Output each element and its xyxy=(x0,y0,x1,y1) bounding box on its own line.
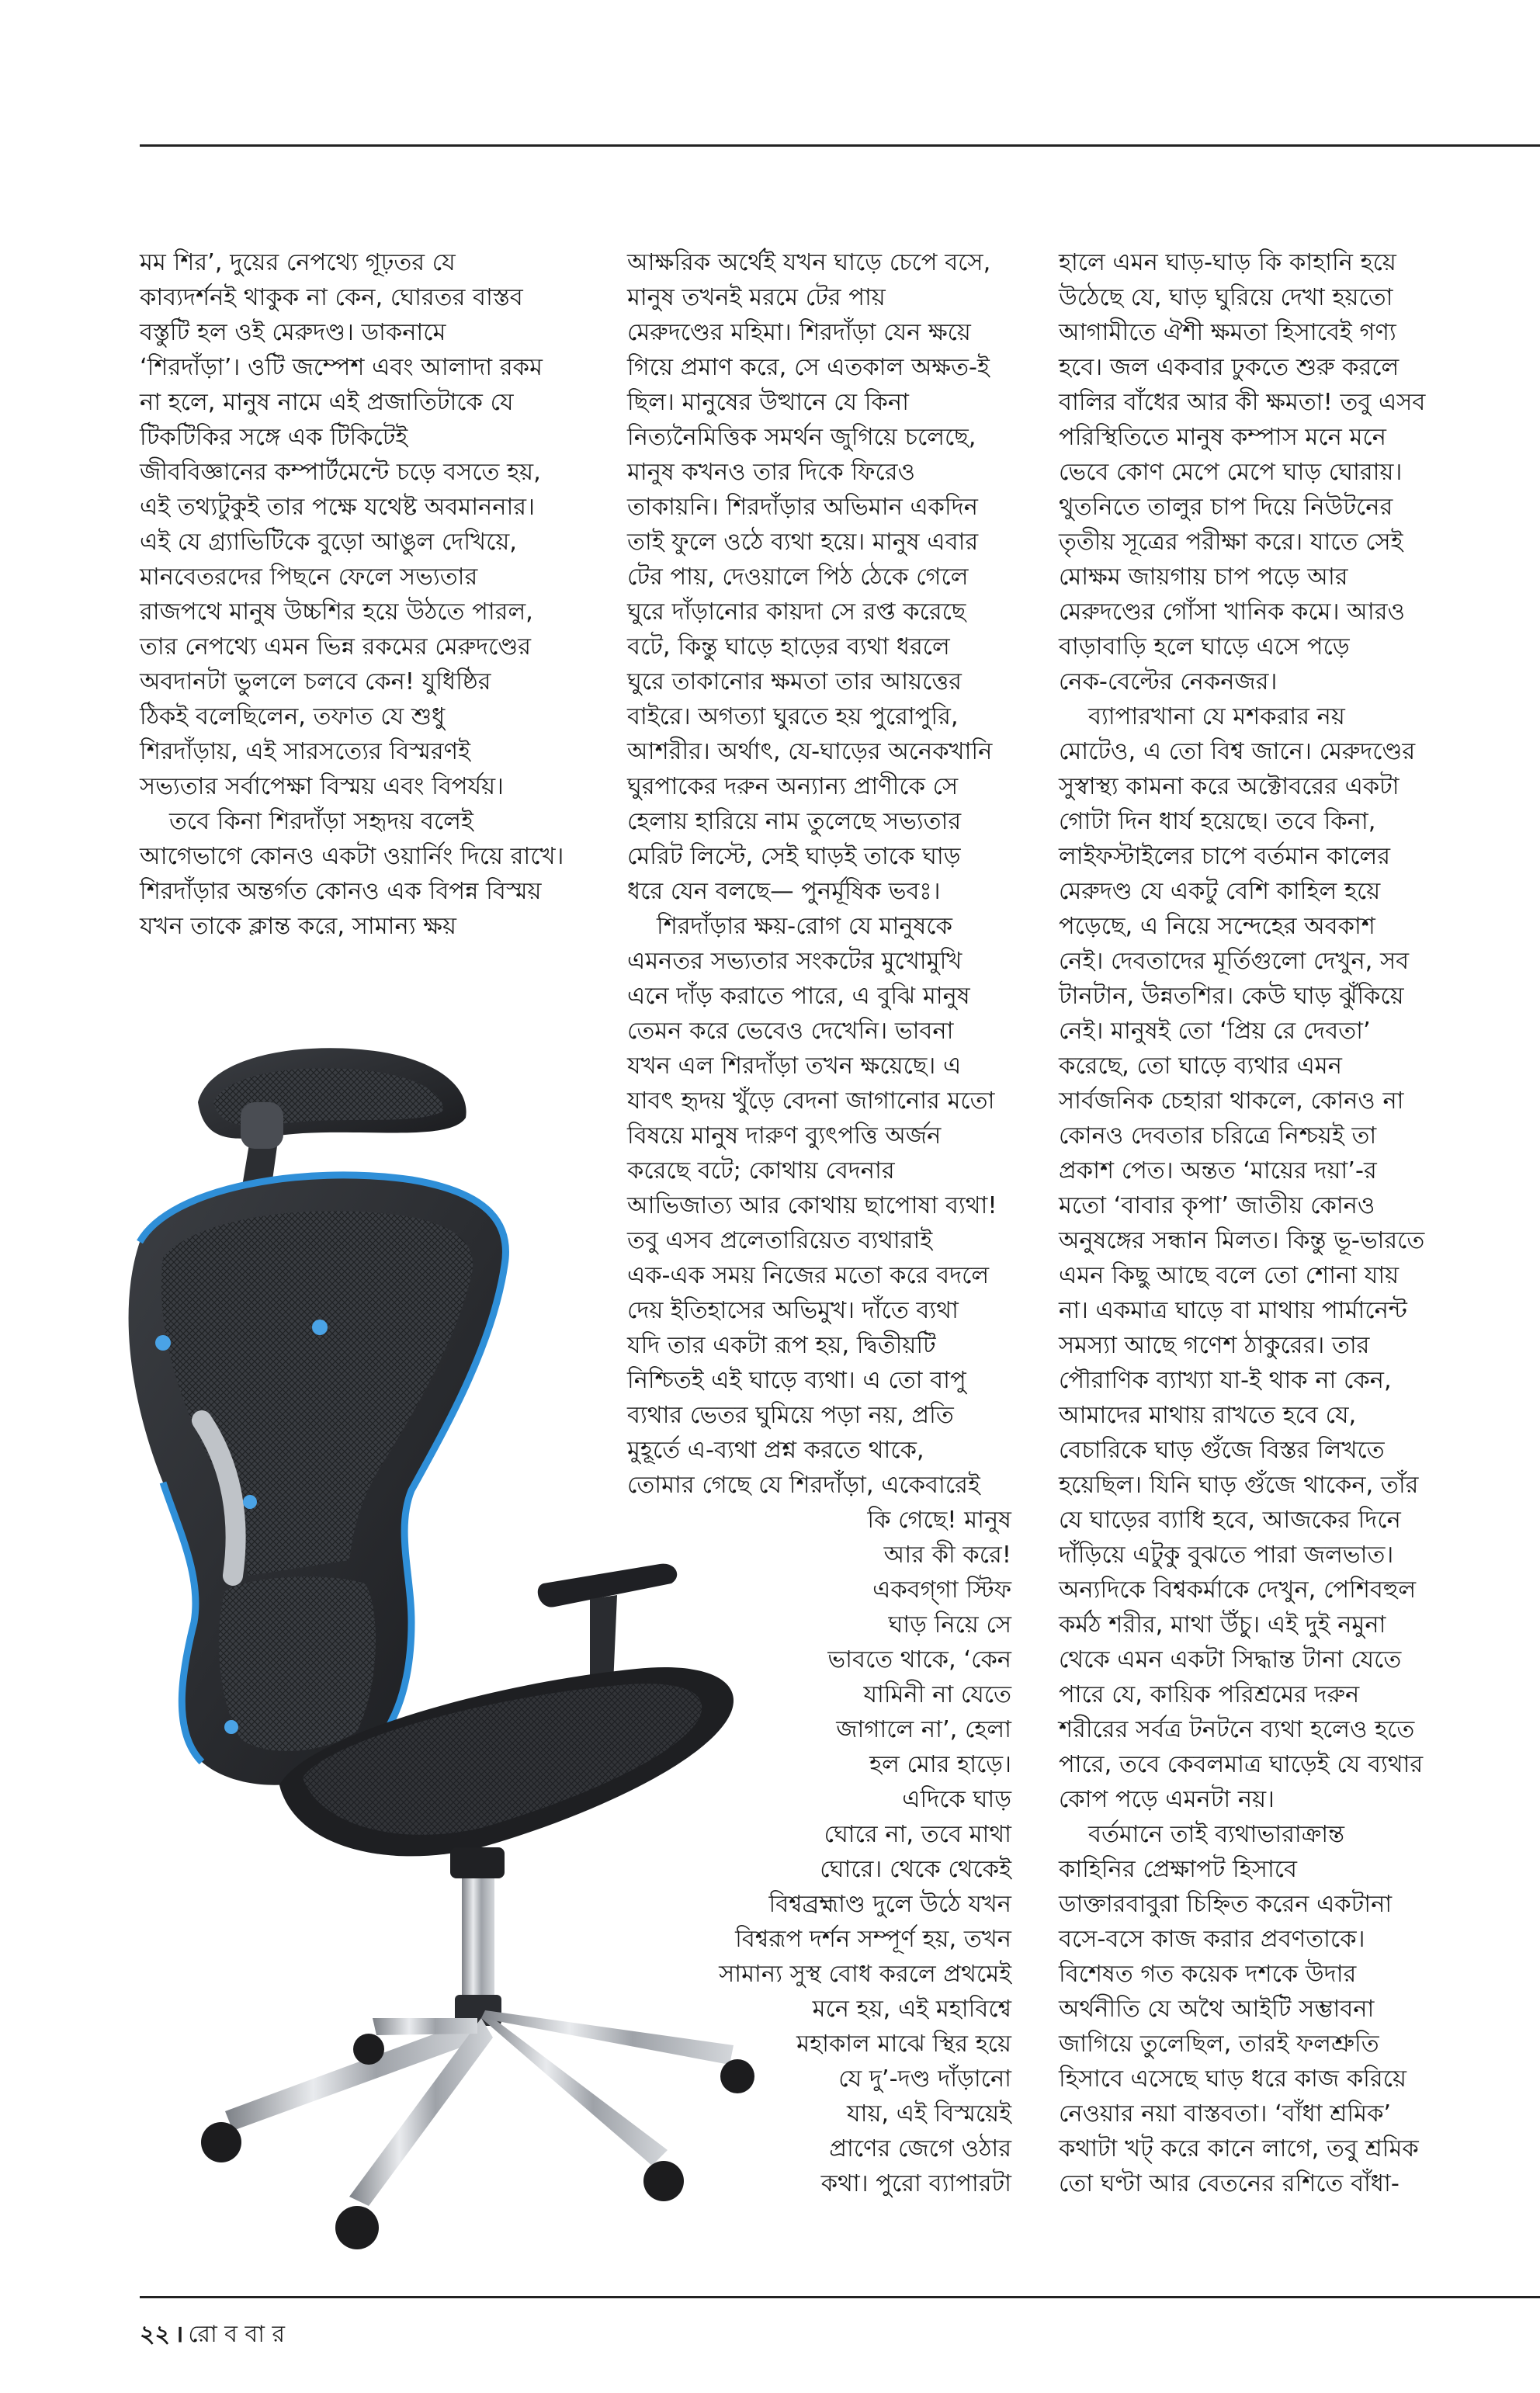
text-line: বালির বাঁধের আর কী ক্ষমতা! তবু এসব xyxy=(1059,389,1426,416)
backrest xyxy=(129,1175,506,1785)
text-line: টের পায়, দেওয়ালে পিঠ ঠেকে গেলে xyxy=(627,564,969,591)
text-line: অনুষঙ্গের সন্ধান মিলত। কিন্তু ভূ-ভারতে xyxy=(1059,1227,1425,1254)
text-line-wrapped: কি গেছে! মানুষ xyxy=(867,1507,1011,1534)
text-line: নেই। দেবতাদের মূর্তিগুলো দেখুন, সব xyxy=(1059,948,1410,975)
text-line: জাগিয়ে তুলেছিল, তারই ফলশ্রুতি xyxy=(1059,2031,1379,2058)
text-line: হেলায় হারিয়ে নাম তুলেছে সভ্যতার xyxy=(627,808,962,835)
text-line: মম শির’, দুয়ের নেপথ্যে গূঢ়তর যে xyxy=(140,249,456,276)
text-line: পড়েছে, এ নিয়ে সন্দেহের অবকাশ xyxy=(1059,913,1375,940)
text-line: সার্বজনিক চেহারা থাকলে, কোনও না xyxy=(1059,1087,1404,1115)
text-line: অন্যদিকে বিশ্বকর্মাকে দেখুন, পেশিবহুল xyxy=(1059,1576,1417,1604)
text-line: অর্থনীতি যে অথৈ আইটি সম্ভাবনা xyxy=(1059,1996,1375,2023)
text-line: শিরদাঁড়ায়, এই সারসত্যের বিস্মরণই xyxy=(140,738,470,765)
text-line: যাবৎ হৃদয় খুঁড়ে বেদনা জাগানোর মতো xyxy=(627,1087,995,1115)
text-line-wrapped: কথা। পুরো ব্যাপারটা xyxy=(820,2170,1011,2197)
text-line: আভিজাত্য আর কোথায় ছাপোষা ব্যথা! xyxy=(627,1192,997,1219)
text-line: বিষয়ে মানুষ দারুণ ব্যুৎপত্তি অর্জন xyxy=(627,1122,942,1150)
text-line: ঠিকই বলেছিলেন, তফাত যে শুধু xyxy=(140,703,446,730)
text-line: শরীরের সর্বত্র টনটনে ব্যথা হলেও হতে xyxy=(1059,1716,1415,1743)
chrome-base xyxy=(201,2010,754,2249)
text-line: থেকে এমন একটা সিদ্ধান্ত টানা যেতে xyxy=(1059,1646,1402,1673)
text-line: মানুষ তখনই মরমে টের পায় xyxy=(627,284,886,311)
paragraph-start-line: তবে কিনা শিরদাঁড়া সহৃদয় বলেই xyxy=(169,808,473,835)
text-line-wrapped: যামিনী না যেতে xyxy=(863,1681,1011,1708)
text-line: দেয় ইতিহাসের অভিমুখ। দাঁতে ব্যথা xyxy=(627,1297,959,1324)
text-line: তার নেপথ্যে এমন ভিন্ন রকমের মেরুদণ্ডের xyxy=(140,633,532,661)
text-line: উঠেছে যে, ঘাড় ঘুরিয়ে দেখা হয়তো xyxy=(1059,284,1393,311)
text-line-wrapped: ঘোরে। থেকে থেকেই xyxy=(820,1856,1011,1883)
text-line: আগেভাগে কোনও একটা ওয়ার্নিং দিয়ে রাখে। xyxy=(140,843,564,870)
text-line: নিত্যনৈমিত্তিক সমর্থন জুগিয়ে চলেছে, xyxy=(627,424,976,451)
text-line: কাহিনির প্রেক্ষাপট হিসাবে xyxy=(1059,1856,1298,1883)
text-line-wrapped: যায়, এই বিস্ময়েই xyxy=(847,2100,1011,2128)
text-line: হালে এমন ঘাড়-ঘাড় কি কাহানি হয়ে xyxy=(1059,249,1396,276)
paragraph-start-line: বর্তমানে তাই ব্যথাভারাক্রান্ত xyxy=(1088,1821,1345,1848)
text-line: বিশেষত গত কয়েক দশকে উদার xyxy=(1059,1961,1357,1988)
text-line: হয়েছিল। যিনি ঘাড় গুঁজে থাকেন, তাঁর xyxy=(1059,1472,1419,1499)
text-line: বটে, কিন্তু ঘাড়ে হাড়ের ব্যথা ধরলে xyxy=(627,633,950,661)
text-line: বসে-বসে কাজ করার প্রবণতাকে। xyxy=(1059,1926,1365,1953)
text-line: কথাটা খট্ করে কানে লাগে, তবু শ্রমিক xyxy=(1059,2135,1419,2162)
text-line: এক-এক সময় নিজের মতো করে বদলে xyxy=(627,1262,990,1289)
text-line: মোটেও, এ তো বিশ্ব জানে। মেরুদণ্ডের xyxy=(1059,738,1416,765)
text-line: মেরুদণ্ড যে একটু বেশি কাহিল হয়ে xyxy=(1059,878,1381,905)
text-line: পারে, তবে কেবলমাত্র ঘাড়েই যে ব্যথার xyxy=(1059,1751,1424,1778)
text-line: যদি তার একটা রূপ হয়, দ্বিতীয়টি xyxy=(627,1332,936,1359)
text-line: কর্মঠ শরীর, মাথা উঁচু। এই দুই নমুনা xyxy=(1059,1611,1386,1639)
text-line: নেক-বেল্টের নেকনজর। xyxy=(1059,668,1278,695)
paragraph-start-line: শিরদাঁড়ার ক্ষয়-রোগ যে মানুষকে xyxy=(657,913,952,940)
text-line: ‘শিরদাঁড়া’। ওটি জম্পেশ এবং আলাদা রকম xyxy=(140,354,543,381)
text-line: কাব্যদর্শনই থাকুক না কেন, ঘোরতর বাস্তব xyxy=(140,284,523,311)
text-line: করেছে বটে; কোথায় বেদনার xyxy=(627,1157,895,1184)
text-line-wrapped: মহাকাল মাঝে স্থির হয়ে xyxy=(796,2031,1011,2058)
text-line: এই যে গ্র্যাভিটিকে বুড়ো আঙুল দেখিয়ে, xyxy=(140,529,518,556)
text-line: তবু এসব প্রলেতারিয়েত ব্যথারাই xyxy=(627,1227,933,1254)
text-line: মেরুদণ্ডের মহিমা। শিরদাঁড়া যেন ক্ষয়ে xyxy=(627,319,971,346)
text-line: বাড়াবাড়ি হলে ঘাড়ে এসে পড়ে xyxy=(1059,633,1350,661)
text-line: যে ঘাড়ের ব্যাধি হবে, আজকের দিনে xyxy=(1059,1507,1401,1534)
text-line: তো ঘণ্টা আর বেতনের রশিতে বাঁধা- xyxy=(1059,2170,1400,2197)
text-line-wrapped: বিশ্বরূপ দর্শন সম্পূর্ণ হয়, তখন xyxy=(735,1926,1011,1953)
text-line: টানটান, উন্নতশির। কেউ ঘাড় ঝুঁকিয়ে xyxy=(1059,983,1404,1010)
text-line: গিয়ে প্রমাণ করে, সে এতকাল অক্ষত-ই xyxy=(627,354,990,381)
text-line: ভেবে কোণ মেপে মেপে ঘাড় ঘোরায়। xyxy=(1059,459,1403,486)
text-line: থুতনিতে তালুর চাপ দিয়ে নিউটনের xyxy=(1059,494,1393,521)
text-line: জীববিজ্ঞানের কম্পার্টমেন্টে চড়ে বসতে হয়, xyxy=(140,459,541,486)
text-line: তাকায়নি। শিরদাঁড়ার অভিমান একদিন xyxy=(627,494,978,521)
page-number: ২২ xyxy=(140,2321,171,2348)
text-line: বাইরে। অগত্যা ঘুরতে হয় পুরোপুরি, xyxy=(627,703,959,730)
text-line-wrapped: একবগ্‌গা স্টিফ xyxy=(872,1576,1011,1604)
text-line: মেরুদণ্ডের গোঁসা খানিক কমে। আরও xyxy=(1059,598,1405,626)
text-line: পারে যে, কায়িক পরিশ্রমের দরুন xyxy=(1059,1681,1360,1708)
text-line: কোপ পড়ে এমনটা নয়। xyxy=(1059,1786,1275,1813)
text-line: শিরদাঁড়ার অন্তর্গত কোনও এক বিপন্ন বিস্ময় xyxy=(140,878,542,905)
text-line: মতো ‘বাবার কৃপা’ জাতীয় কোনও xyxy=(1059,1192,1375,1219)
text-line: আমাদের মাথায় রাখতে হবে যে, xyxy=(1059,1402,1357,1429)
text-line: নেই। মানুষই তো ‘প্রিয় রে দেবতা’ xyxy=(1059,1018,1371,1045)
text-line: সুস্বাস্থ্য কামনা করে অক্টোবরের একটা xyxy=(1059,773,1400,800)
text-line: তৃতীয় সূত্রের পরীক্ষা করে। যাতে সেই xyxy=(1059,529,1403,556)
text-line: মেরিট লিস্টে, সেই ঘাড়ই তাকে ঘাড় xyxy=(627,843,961,870)
text-line: দাঁড়িয়ে এটুকু বুঝতে পারা জলভাত। xyxy=(1059,1542,1394,1569)
text-line: করেছে, তো ঘাড়ে ব্যথার এমন xyxy=(1059,1053,1342,1080)
text-line: আক্ষরিক অর্থেই যখন ঘাড়ে চেপে বসে, xyxy=(627,249,991,276)
text-line: সমস্যা আছে গণেশ ঠাকুরের। তার xyxy=(1059,1332,1370,1359)
text-line: আগামীতে ঐশী ক্ষমতা হিসাবেই গণ্য xyxy=(1059,319,1396,346)
article-column-1 xyxy=(140,245,567,944)
text-line: হিসাবে এসেছে ঘাড় ধরে কাজ করিয়ে xyxy=(1059,2065,1406,2093)
text-line: তাই ফুলে ওঠে ব্যথা হয়ে। মানুষ এবার xyxy=(627,529,979,556)
text-line: এমনতর সভ্যতার সংকটের মুখোমুখি xyxy=(627,948,962,975)
text-line-wrapped: বিশ্বব্রহ্মাণ্ড দুলে উঠে যখন xyxy=(768,1891,1011,1918)
text-line: না। একমাত্র ঘাড়ে বা মাথায় পার্মানেন্ট xyxy=(1059,1297,1407,1324)
text-line: বস্তুটি হল ওই মেরুদণ্ড। ডাকনামে xyxy=(140,319,446,346)
text-line: নিশ্চিতই এই ঘাড়ে ব্যথা। এ তো বাপু xyxy=(627,1367,966,1394)
text-line: প্রকাশ পেত। অন্তত ‘মায়ের দয়া’-র xyxy=(1059,1157,1377,1184)
text-line-wrapped: যে দু’-দণ্ড দাঁড়ানো xyxy=(838,2065,1011,2093)
text-line: তেমন করে ভেবেও দেখেনি। ভাবনা xyxy=(627,1018,954,1045)
text-line: যখন এল শিরদাঁড়া তখন ক্ষয়েছে। এ xyxy=(627,1053,962,1080)
paragraph-start-line: ব্যাপারখানা যে মশকরার নয় xyxy=(1088,703,1345,730)
text-line-wrapped: ঘাড় নিয়ে সে xyxy=(888,1611,1011,1639)
text-line-wrapped: সামান্য সুস্থ বোধ করলে প্রথমেই xyxy=(719,1961,1011,1988)
text-line: ঘুরপাকের দরুন অন্যান্য প্রাণীকে সে xyxy=(627,773,959,800)
footer-separator: । xyxy=(175,2321,184,2348)
text-line: না হলে, মানুষ নামে এই প্রজাতিটাকে যে xyxy=(140,389,514,416)
text-line: ব্যথার ভেতর ঘুমিয়ে পড়া নয়, প্রতি xyxy=(627,1402,954,1429)
article-column-3 xyxy=(1059,245,1462,2201)
text-line: লাইফস্টাইলের চাপে বর্তমান কালের xyxy=(1059,843,1391,870)
text-line: গোটা দিন ধার্য হয়েছে। তবে কিনা, xyxy=(1059,808,1376,835)
text-line: নেওয়ার নয়া বাস্তবতা। ‘বাঁধা শ্রমিক’ xyxy=(1059,2100,1392,2128)
text-line: মানুষ কখনও তার দিকে ফিরেও xyxy=(627,459,915,486)
text-line: মোক্ষম জায়গায় চাপ পড়ে আর xyxy=(1059,564,1348,591)
text-line: এনে দাঁড় করাতে পারে, এ বুঝি মানুষ xyxy=(627,983,970,1010)
text-line: মুহূর্তে এ-ব্যথা প্রশ্ন করতে থাকে, xyxy=(627,1437,924,1464)
text-line: অবদানটা ভুললে চলবে কেন! যুধিষ্ঠির xyxy=(140,668,491,695)
text-line: সভ্যতার সর্বাপেক্ষা বিস্ময় এবং বিপর্যয়। xyxy=(140,773,504,800)
text-line-wrapped: ঘোরে না, তবে মাথা xyxy=(824,1821,1011,1848)
office-chair-image xyxy=(47,986,768,2298)
text-line: পরিস্থিতিতে মানুষ কম্পাস মনে মনে xyxy=(1059,424,1386,451)
text-line: যখন তাকে ক্লান্ত করে, সামান্য ক্ষয় xyxy=(140,913,456,940)
text-line: টিকটিকির সঙ্গে এক টিকিটেই xyxy=(140,424,408,451)
text-line: কোনও দেবতার চরিত্রে নিশ্চয়ই তা xyxy=(1059,1122,1377,1150)
text-line-wrapped: জাগালে না’, হেলা xyxy=(836,1716,1011,1743)
text-line: ঘুরে তাকানোর ক্ষমতা তার আয়ত্তের xyxy=(627,668,962,695)
text-line: বেচারিকে ঘাড় গুঁজে বিস্তর লিখতে xyxy=(1059,1437,1385,1464)
text-line: আশরীর। অর্থাৎ, যে-ঘাড়ের অনেকখানি xyxy=(627,738,993,765)
text-line: ছিল। মানুষের উত্থানে যে কিনা xyxy=(627,389,909,416)
text-line: এমন কিছু আছে বলে তো শোনা যায় xyxy=(1059,1262,1400,1289)
text-line-wrapped: ভাবতে থাকে, ‘কেন xyxy=(827,1646,1011,1673)
text-line-wrapped: প্রাণের জেগে ওঠার xyxy=(829,2135,1011,2162)
gas-lift xyxy=(450,1847,505,2026)
text-line: ধরে যেন বলছে— পুনর্মূষিক ভবঃ। xyxy=(627,878,941,905)
text-line-wrapped: এদিকে ঘাড় xyxy=(902,1786,1011,1813)
top-rule xyxy=(140,144,1540,147)
text-line: ঘুরে দাঁড়ানোর কায়দা সে রপ্ত করেছে xyxy=(627,598,966,626)
text-line: হবে। জল একবার ঢুকতে শুরু করলে xyxy=(1059,354,1400,381)
bottom-rule xyxy=(140,2296,1540,2298)
text-line: রাজপথে মানুষ উচ্চশির হয়ে উঠতে পারল, xyxy=(140,598,533,626)
magazine-name: রো ব বা র xyxy=(188,2321,285,2348)
page-footer xyxy=(140,2319,285,2350)
text-line-wrapped: হল মোর হাড়ে। xyxy=(869,1751,1011,1778)
text-line-wrapped: আর কী করে! xyxy=(883,1542,1011,1569)
text-line: তোমার গেছে যে শিরদাঁড়া, একেবারেই xyxy=(627,1472,980,1499)
text-line: পৌরাণিক ব্যাখ্যা যা-ই থাক না কেন, xyxy=(1059,1367,1392,1394)
text-line: এই তথ্যটুকুই তার পক্ষে যথেষ্ট অবমাননার। xyxy=(140,494,535,521)
text-line-wrapped: মনে হয়, এই মহাবিশ্বে xyxy=(812,1996,1011,2023)
text-line: মানবেতরদের পিছনে ফেলে সভ্যতার xyxy=(140,564,478,591)
text-line: ডাক্তারবাবুরা চিহ্নিত করেন একটানা xyxy=(1059,1891,1393,1918)
